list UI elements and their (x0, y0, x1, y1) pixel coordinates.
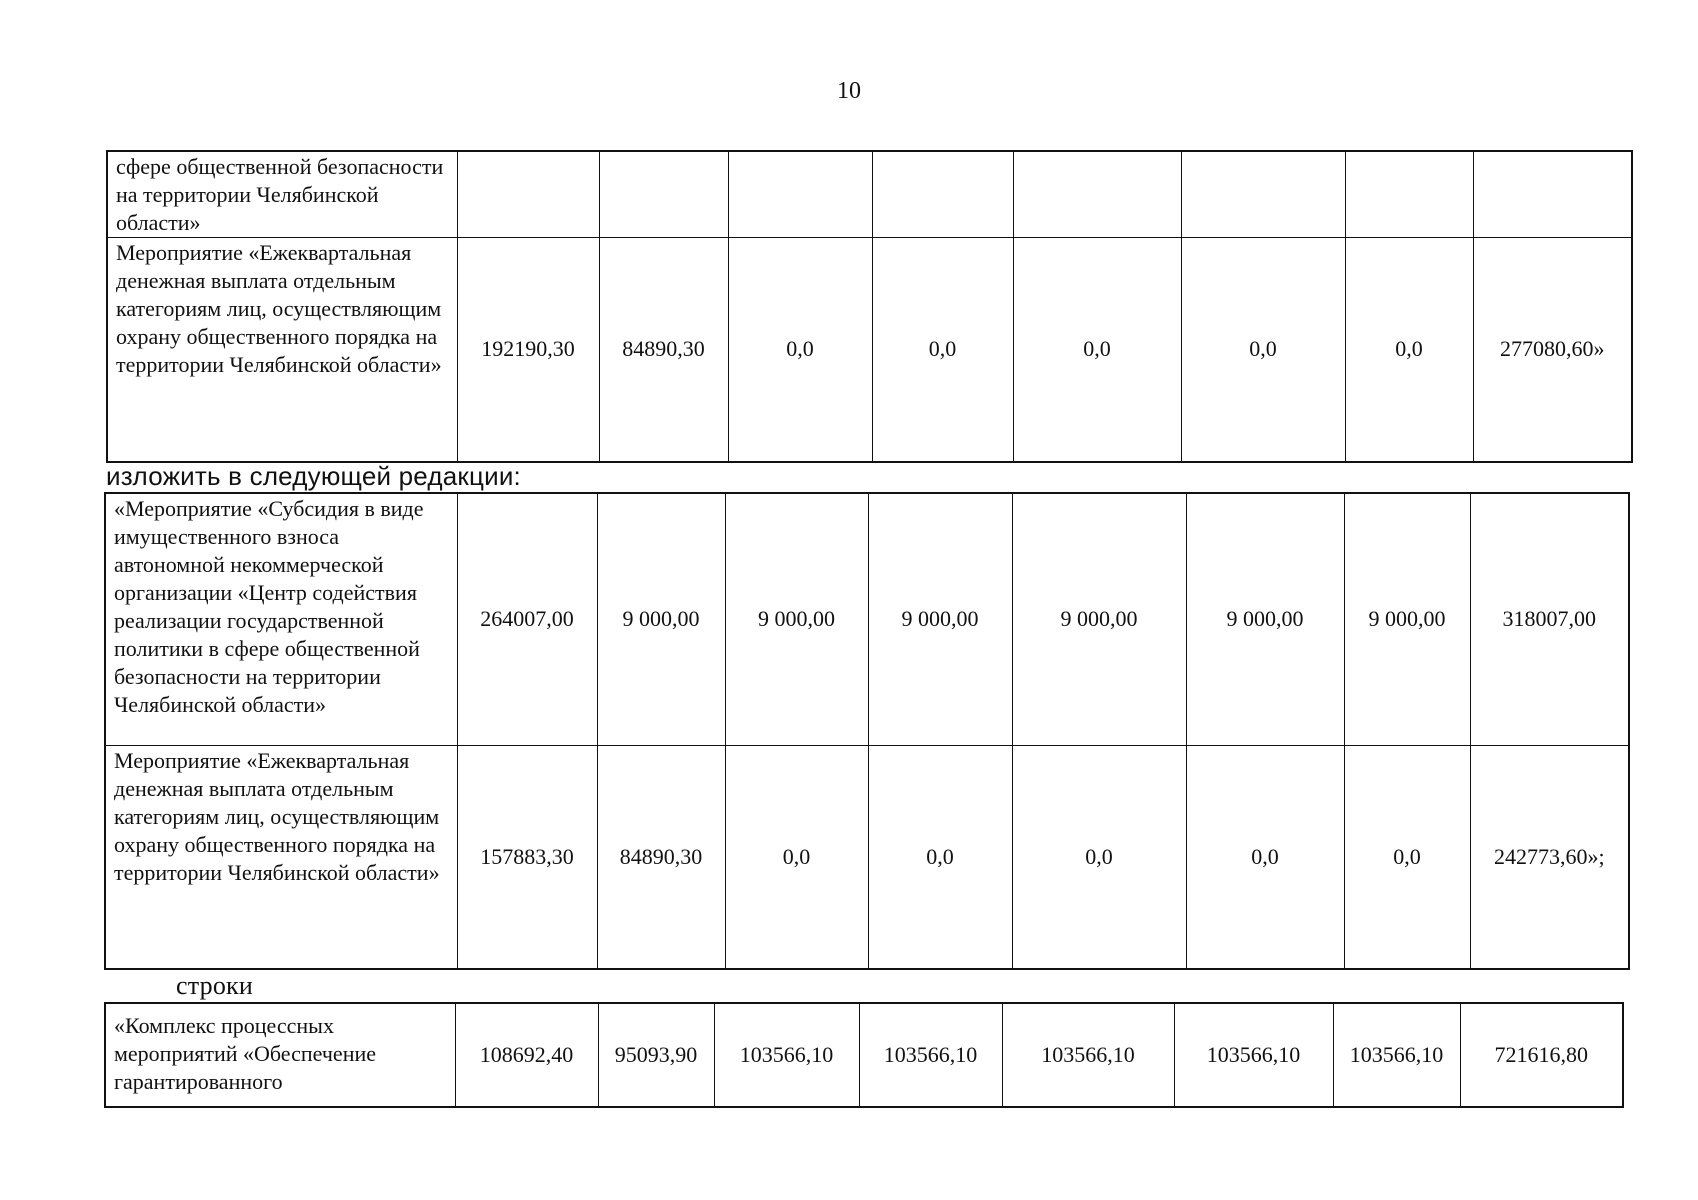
cell-value: 103566,10 (1333, 1003, 1460, 1107)
cell-value: 0,0 (1012, 745, 1186, 969)
cell-value (872, 151, 1013, 238)
cell-value: 0,0 (1345, 238, 1473, 462)
page-number: 10 (837, 78, 861, 104)
row-description: «Комплекс процессных мероприятий «Обеспечение гарантированного (105, 1003, 455, 1107)
table-row (105, 745, 1629, 969)
cell-value: 0,0 (725, 745, 868, 969)
cell-value: 0,0 (1186, 745, 1344, 969)
table-row (107, 238, 1632, 462)
cell-value: 0,0 (868, 745, 1012, 969)
cell-value: 9 000,00 (597, 493, 725, 745)
row-description: сфере общественной безопасности на территории Челябинской области» (107, 151, 457, 238)
cell-value: 242773,60»; (1470, 745, 1629, 969)
table-2 (104, 492, 1630, 970)
cell-value: 108692,40 (455, 1003, 598, 1107)
row-description: Мероприятие «Ежеквартальная денежная выплата отдельным категориям лиц, осуществляющим охрану общественного порядка на территории Челябинской области» (107, 238, 457, 462)
cell-value (1181, 151, 1345, 238)
cell-value (728, 151, 872, 238)
cell-value: 9 000,00 (1344, 493, 1470, 745)
cell-value: 84890,30 (599, 238, 728, 462)
row-description: «Мероприятие «Субсидия в виде имущественного взноса автономной некоммерческой организации «Центр содействия реализации государственной политики в сфере общественной безопасности на территории Челябинской области» (105, 493, 457, 745)
table-row (105, 493, 1629, 745)
cell-value: 0,0 (872, 238, 1013, 462)
cell-value: 0,0 (1181, 238, 1345, 462)
cell-value (1345, 151, 1473, 238)
cell-value: 103566,10 (859, 1003, 1002, 1107)
cell-value: 95093,90 (598, 1003, 714, 1107)
cell-value (457, 151, 599, 238)
cell-value: 0,0 (1344, 745, 1470, 969)
cell-value: 103566,10 (1174, 1003, 1333, 1107)
cell-value: 0,0 (728, 238, 872, 462)
cell-value: 9 000,00 (1186, 493, 1344, 745)
intro-text-rows: строки (176, 971, 253, 1000)
intro-text-revision: изложить в следующей редакции: (106, 461, 521, 491)
cell-value: 157883,30 (457, 745, 597, 969)
table-row (107, 151, 1632, 238)
cell-value: 84890,30 (597, 745, 725, 969)
cell-value: 103566,10 (1002, 1003, 1174, 1107)
row-description: Мероприятие «Ежеквартальная денежная выплата отдельным категориям лиц, осуществляющим охрану общественного порядка на территории Челябинской области» (105, 745, 457, 969)
cell-value: 318007,00 (1470, 493, 1629, 745)
cell-value (1013, 151, 1181, 238)
cell-value (1473, 151, 1632, 238)
cell-value: 192190,30 (457, 238, 599, 462)
cell-value: 721616,80 (1460, 1003, 1623, 1107)
cell-value: 0,0 (1013, 238, 1181, 462)
cell-value: 103566,10 (714, 1003, 859, 1107)
cell-value (599, 151, 728, 238)
cell-value: 277080,60» (1473, 238, 1632, 462)
cell-value: 9 000,00 (1012, 493, 1186, 745)
table-3 (104, 1002, 1624, 1108)
table-row (105, 1003, 1623, 1107)
cell-value: 9 000,00 (725, 493, 868, 745)
cell-value: 9 000,00 (868, 493, 1012, 745)
cell-value: 264007,00 (457, 493, 597, 745)
table-1 (106, 150, 1633, 463)
